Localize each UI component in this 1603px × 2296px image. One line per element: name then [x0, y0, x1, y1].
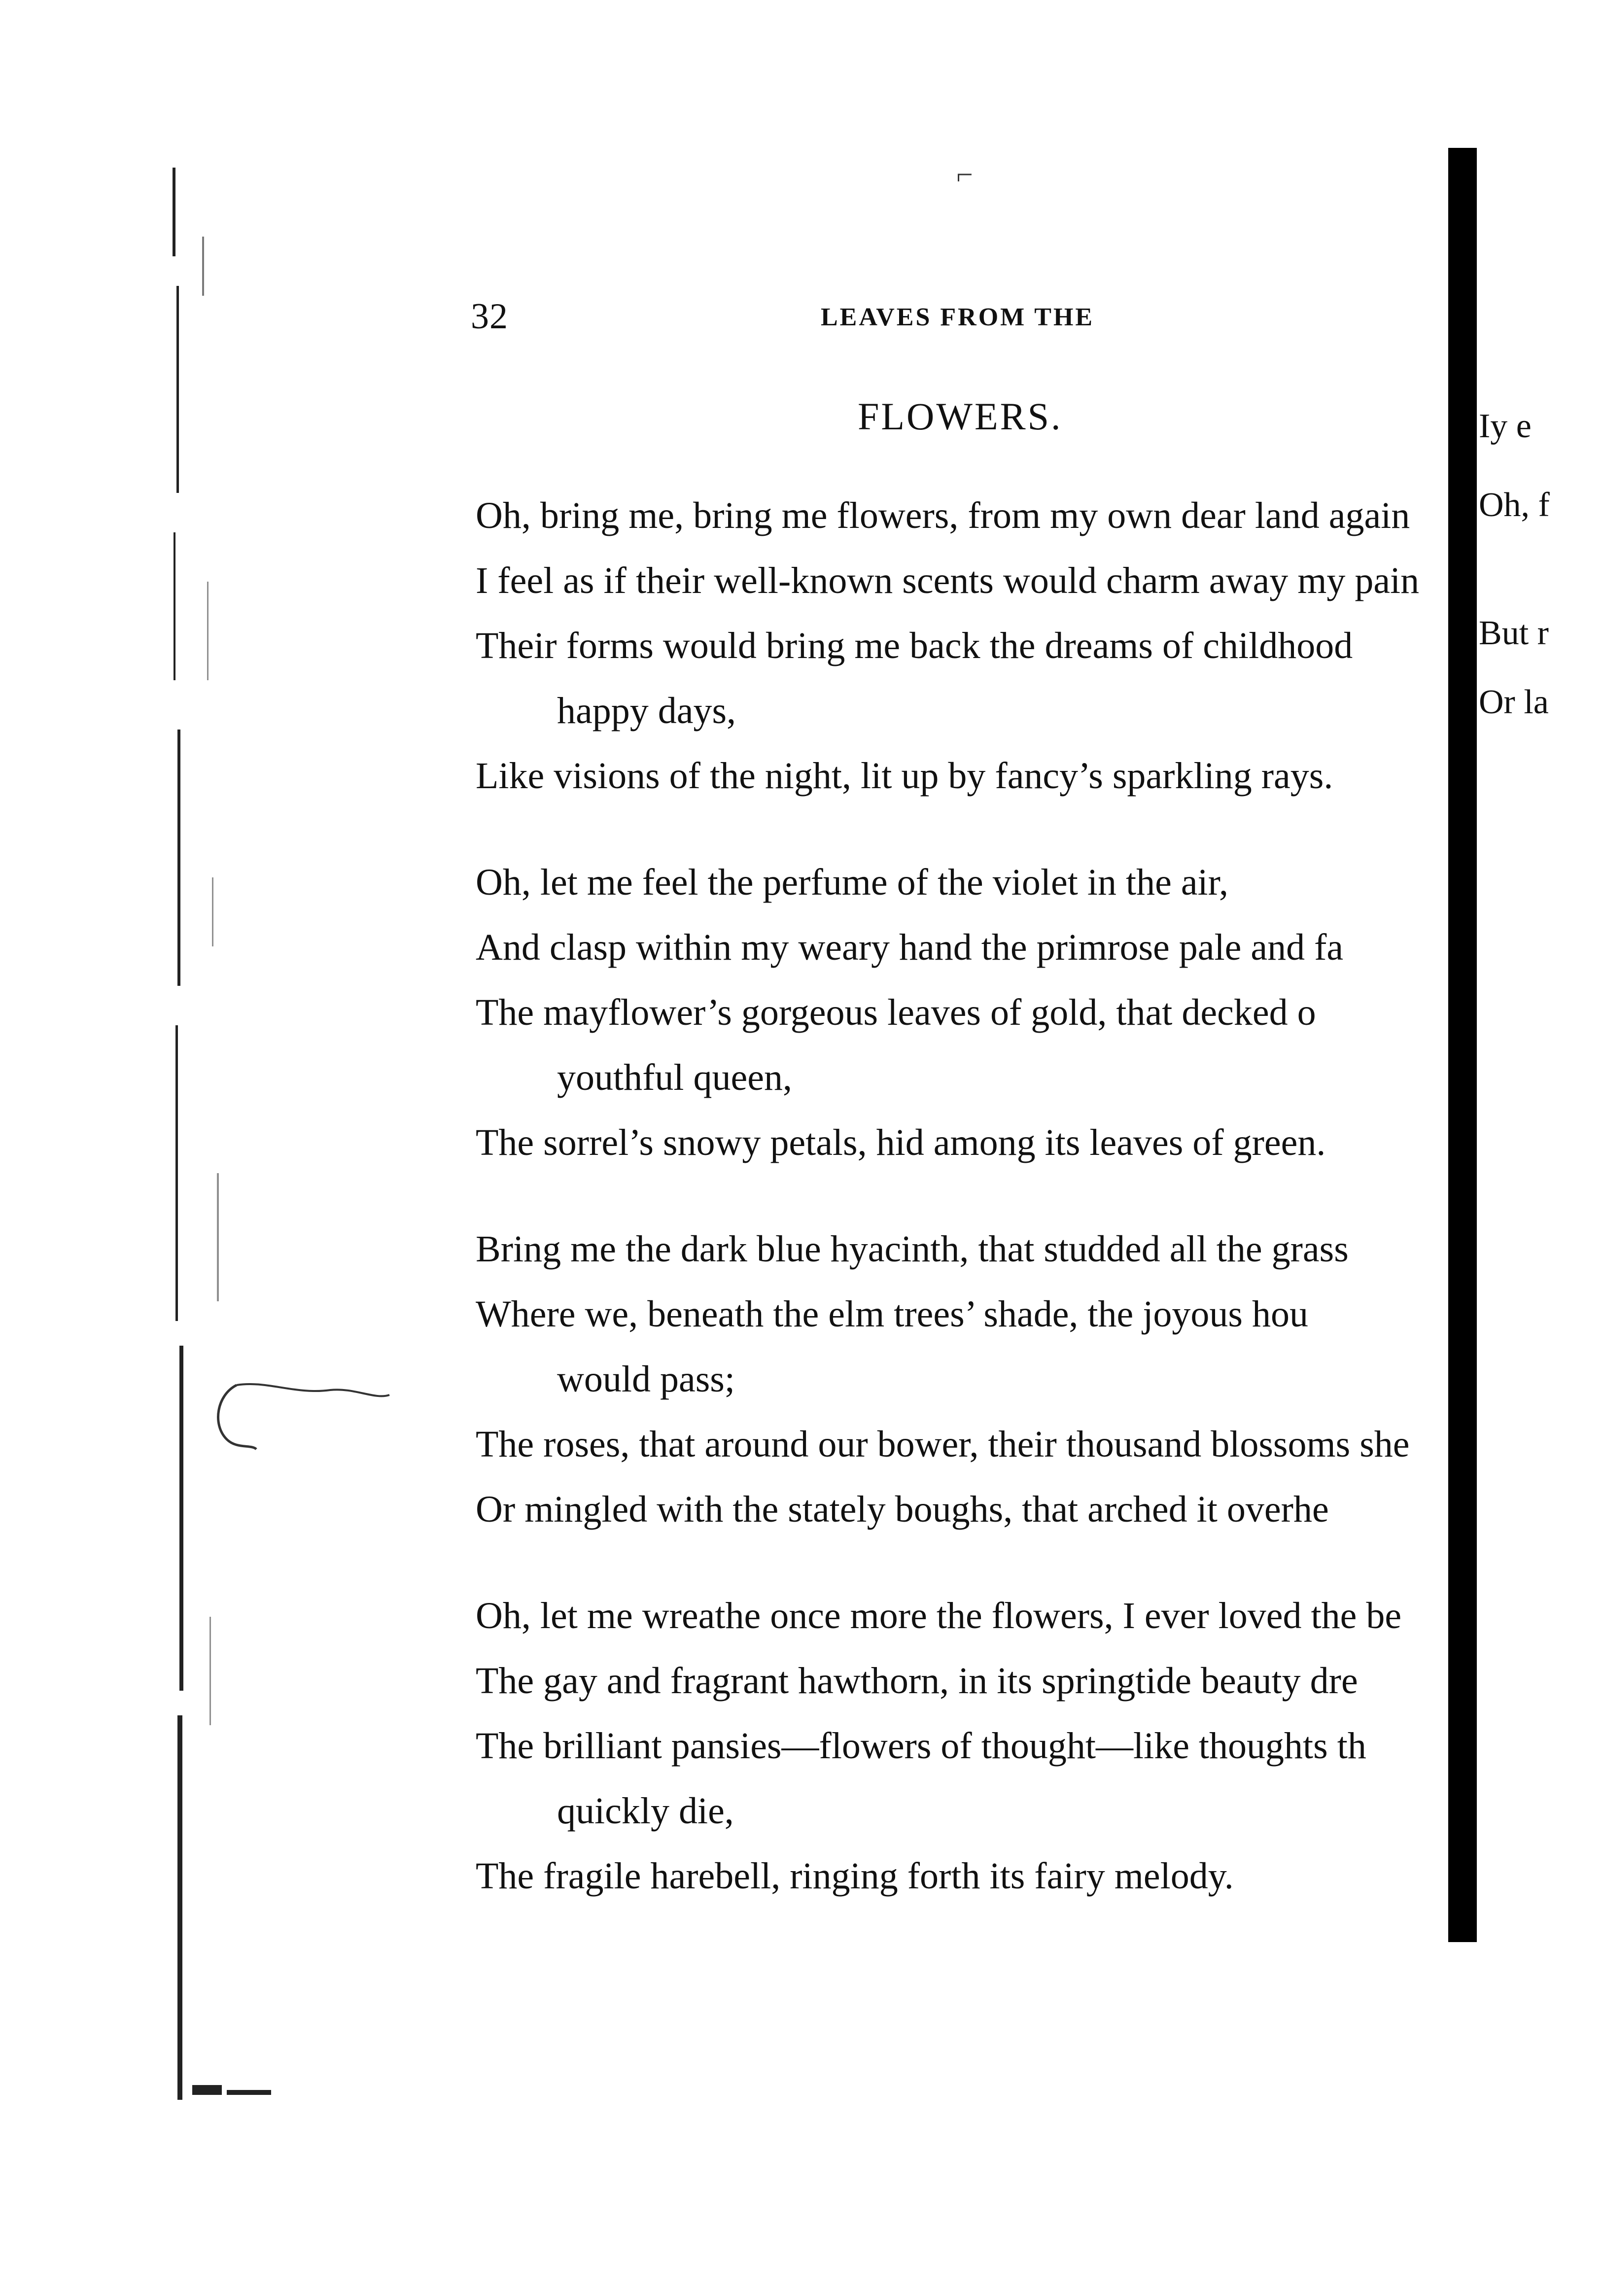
stanza — [476, 483, 1511, 808]
facing-fragment: Oh, f — [1479, 486, 1550, 524]
poem-line: The mayflower’s gorgeous leaves of gold, that decked o — [476, 992, 1316, 1033]
poem-line: The brilliant pansies—flowers of thought—like thoughts th — [476, 1725, 1366, 1767]
poem-line: The roses, that around our bower, their thousand blossoms she — [476, 1424, 1410, 1465]
running-header — [471, 296, 1407, 340]
poem-line: And clasp within my weary hand the primrose pale and fa — [476, 927, 1344, 968]
facing-fragment: Iy e — [1479, 407, 1532, 445]
facing-fragment: Or la — [1479, 683, 1549, 721]
poem-line: Bring me the dark blue hyacinth, that studded all the grass — [476, 1228, 1349, 1270]
page-number: 32 — [471, 296, 508, 337]
poem-line: Where we, beneath the elm trees’ shade, the joyous hou — [476, 1293, 1308, 1335]
poem-line: The gay and fragrant hawthorn, in its springtide beauty dre — [476, 1660, 1358, 1702]
left-gutter-scan-noise — [163, 138, 276, 2179]
facing-fragment: But r — [1479, 614, 1549, 652]
poem-line: youthful queen, — [557, 1057, 793, 1098]
running-title: LEAVES FROM THE — [821, 303, 1095, 331]
stanza — [476, 1583, 1511, 1909]
poem-line: The sorrel’s snowy petals, hid among its leaves of green. — [476, 1122, 1326, 1163]
poem-line: The fragile harebell, ringing forth its fairy melody. — [476, 1855, 1234, 1897]
gutter-mask — [1448, 0, 1477, 2296]
poem-line: Oh, let me wreathe once more the flowers, I ever loved the be — [476, 1595, 1402, 1636]
stray-mark: ⌐ — [956, 158, 973, 191]
poem-body — [476, 483, 1511, 1950]
pencil-mark — [207, 1365, 394, 1464]
poem-line: Oh, let me feel the perfume of the violet in the air, — [476, 862, 1228, 903]
poem-line: happy days, — [557, 690, 736, 731]
poem-line: Oh, bring me, bring me flowers, from my own dear land again — [476, 495, 1410, 536]
poem-line: Like visions of the night, lit up by fancy’s sparkling rays. — [476, 755, 1333, 797]
poem-line: Their forms would bring me back the dreams of childhood — [476, 625, 1353, 666]
poem-line: would pass; — [557, 1358, 735, 1400]
poem-line: Or mingled with the stately boughs, that arched it overhe — [476, 1489, 1329, 1530]
stanza — [476, 850, 1511, 1175]
poem-line: I feel as if their well-known scents would charm away my pain — [476, 560, 1420, 601]
poem-title: FLOWERS. — [858, 395, 1063, 438]
poem-line: quickly die, — [557, 1790, 734, 1832]
stanza — [476, 1217, 1511, 1542]
